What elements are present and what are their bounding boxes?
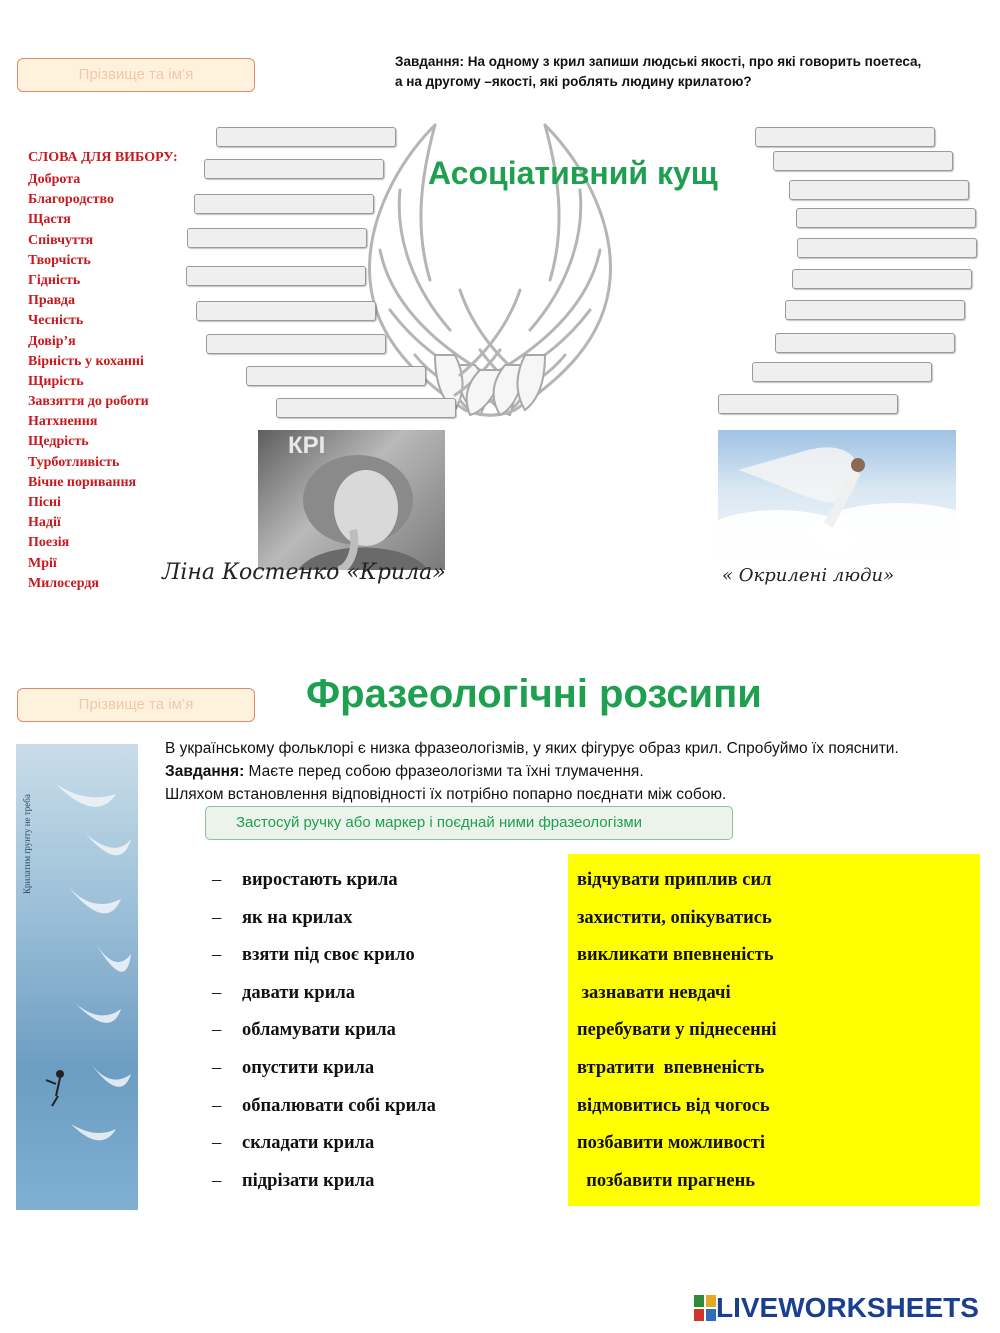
word-item: Натхнення	[28, 414, 98, 430]
phrase-item[interactable]	[212, 981, 436, 1019]
phrase-item[interactable]	[212, 1131, 436, 1169]
left-wing-field-9[interactable]	[276, 398, 456, 418]
logo-blocks-icon	[694, 1295, 716, 1321]
caption-right: « Окрилені люди»	[722, 565, 895, 586]
winged-woman-photo	[718, 430, 956, 560]
portrait-person-icon	[258, 430, 445, 570]
left-wing-field-2[interactable]	[204, 159, 384, 179]
dash-marker: –	[212, 945, 222, 966]
dash-marker: –	[212, 1020, 222, 1041]
task-text: Маєте перед собою фразеологізми та їхні тлумачення.	[244, 763, 644, 780]
phrase-text: обламувати крила	[242, 1020, 396, 1041]
left-wing-field-1[interactable]	[216, 127, 396, 147]
right-wing-field-4[interactable]	[796, 208, 976, 228]
phrase-item[interactable]	[212, 943, 436, 981]
phrase-item[interactable]	[212, 1094, 436, 1132]
dash-marker: –	[212, 1133, 222, 1154]
word-item: Вічне поривання	[28, 474, 137, 490]
task-line-2: а на другому –якості, які роблять людину крилатою?	[395, 74, 752, 89]
left-wing-field-8[interactable]	[246, 366, 426, 386]
left-wing-field-6[interactable]	[196, 301, 376, 321]
task-line-1: Завдання: На одному з крил запиши людські якості, про які говорить поетеса,	[395, 54, 922, 69]
intro-line-3: Шляхом встановлення відповідності їх потрібно попарно поєднати між собою.	[165, 786, 727, 803]
word-choice-list	[28, 150, 178, 594]
poet-portrait	[258, 430, 445, 570]
meaning-item[interactable]: викликати впевненість	[577, 945, 774, 966]
word-item: Творчість	[28, 252, 91, 268]
meaning-item[interactable]: втратити впевненість	[577, 1057, 765, 1078]
word-item: Гідність	[28, 272, 81, 288]
dash-marker: –	[212, 982, 222, 1003]
meaning-item[interactable]: відмовитись від чогось	[577, 1095, 770, 1116]
phrase-text: обпалювати собі крила	[242, 1095, 436, 1116]
caption-left: Ліна Костенко «Крила»	[162, 560, 446, 585]
flying-wings-icon	[16, 744, 138, 1210]
liveworksheets-logo[interactable]	[694, 1292, 979, 1324]
word-item: Надії	[28, 515, 61, 531]
phrase-list	[212, 868, 436, 1206]
intro-line-1: В українському фольклорі є низка фразеологізмів, у яких фігурує образ крил. Спробуймо їх пояснити.	[165, 740, 899, 757]
right-wing-field-6[interactable]	[792, 269, 972, 289]
right-wing-field-8[interactable]	[775, 333, 955, 353]
meaning-item[interactable]: захистити, опікуватись	[577, 907, 772, 928]
dash-marker: –	[212, 907, 222, 928]
intro-text	[165, 737, 995, 806]
clouds-figure-icon	[718, 430, 956, 560]
word-item: Вірність у коханні	[28, 353, 144, 369]
phrase-item[interactable]	[212, 906, 436, 944]
phrase-text: опустити крила	[242, 1057, 375, 1078]
name-input-2[interactable]: Прізвище та ім’я	[17, 688, 255, 722]
phrase-text: виростають крила	[242, 870, 398, 890]
word-item: Правда	[28, 293, 75, 309]
left-wing-field-5[interactable]	[186, 266, 366, 286]
meaning-item[interactable]: перебувати у піднесенні	[577, 1020, 777, 1041]
name-input[interactable]: Прізвище та ім’я	[17, 58, 255, 92]
intro-line-2	[165, 760, 995, 783]
left-wing-field-3[interactable]	[194, 194, 374, 214]
right-wing-field-1[interactable]	[755, 127, 935, 147]
right-wing-field-5[interactable]	[797, 238, 977, 258]
meaning-item[interactable]: позбавити прагнень	[577, 1170, 756, 1191]
meaning-item[interactable]: відчувати приплив сил	[577, 870, 772, 890]
association-title: Асоціативний кущ	[428, 155, 718, 191]
wings-banner-image	[16, 744, 138, 1210]
word-item: Милосердя	[28, 575, 99, 591]
phrase-item[interactable]	[212, 1169, 436, 1207]
task-label: Завдання:	[165, 763, 245, 780]
word-item: Щастя	[28, 212, 71, 228]
left-wing-field-4[interactable]	[187, 228, 367, 248]
word-item: Благородство	[28, 192, 114, 208]
left-wing-field-7[interactable]	[206, 334, 386, 354]
dash-marker: –	[212, 870, 222, 890]
hint-banner: Застосуй ручку або маркер і поєднай ними фразеологізми	[205, 806, 733, 840]
right-wing-field-2[interactable]	[773, 151, 953, 171]
meaning-item[interactable]: позбавити можливості	[577, 1133, 766, 1154]
phrase-text: складати крила	[242, 1133, 375, 1154]
word-list-title: СЛОВА ДЛЯ ВИБОРУ:	[28, 150, 178, 165]
word-item: Співчуття	[28, 232, 94, 248]
word-item: Чесність	[28, 313, 84, 329]
word-item: Щирість	[28, 373, 84, 389]
dash-marker: –	[212, 1170, 222, 1191]
dash-marker: –	[212, 1057, 222, 1078]
word-item: Доброта	[28, 172, 81, 187]
word-item: Завзяття до роботи	[28, 394, 149, 410]
word-item: Поезія	[28, 535, 70, 551]
right-wing-field-9[interactable]	[752, 362, 932, 382]
word-item: Турботливість	[28, 454, 120, 470]
phrase-text: взяти під своє крило	[242, 945, 415, 966]
phrase-item[interactable]	[212, 868, 436, 906]
phrase-text: як на крилах	[242, 907, 353, 928]
phrase-text: підрізати крила	[242, 1170, 375, 1191]
word-item: Пісні	[28, 495, 61, 510]
right-wing-field-3[interactable]	[789, 180, 969, 200]
word-item: Мрії	[28, 555, 57, 571]
meaning-list	[577, 868, 777, 1206]
phrase-item[interactable]	[212, 1018, 436, 1056]
word-item: Щедрість	[28, 434, 89, 450]
right-wing-field-7[interactable]	[785, 300, 965, 320]
banner-text: Крилатим ґрунту не треба	[22, 794, 32, 894]
portrait-overlay-text: КРІ	[288, 432, 326, 459]
word-item: Довір’я	[28, 333, 76, 349]
meaning-item[interactable]: зазнавати невдачі	[577, 982, 731, 1003]
phraseology-title: Фразеологічні розсипи	[306, 672, 762, 716]
right-wing-field-10[interactable]	[718, 394, 898, 414]
dash-marker: –	[212, 1095, 222, 1116]
phrase-item[interactable]	[212, 1056, 436, 1094]
phrase-text: давати крила	[242, 982, 355, 1003]
task-instructions	[395, 52, 985, 92]
brand-name: LIVEWORKSHEETS	[716, 1292, 979, 1323]
